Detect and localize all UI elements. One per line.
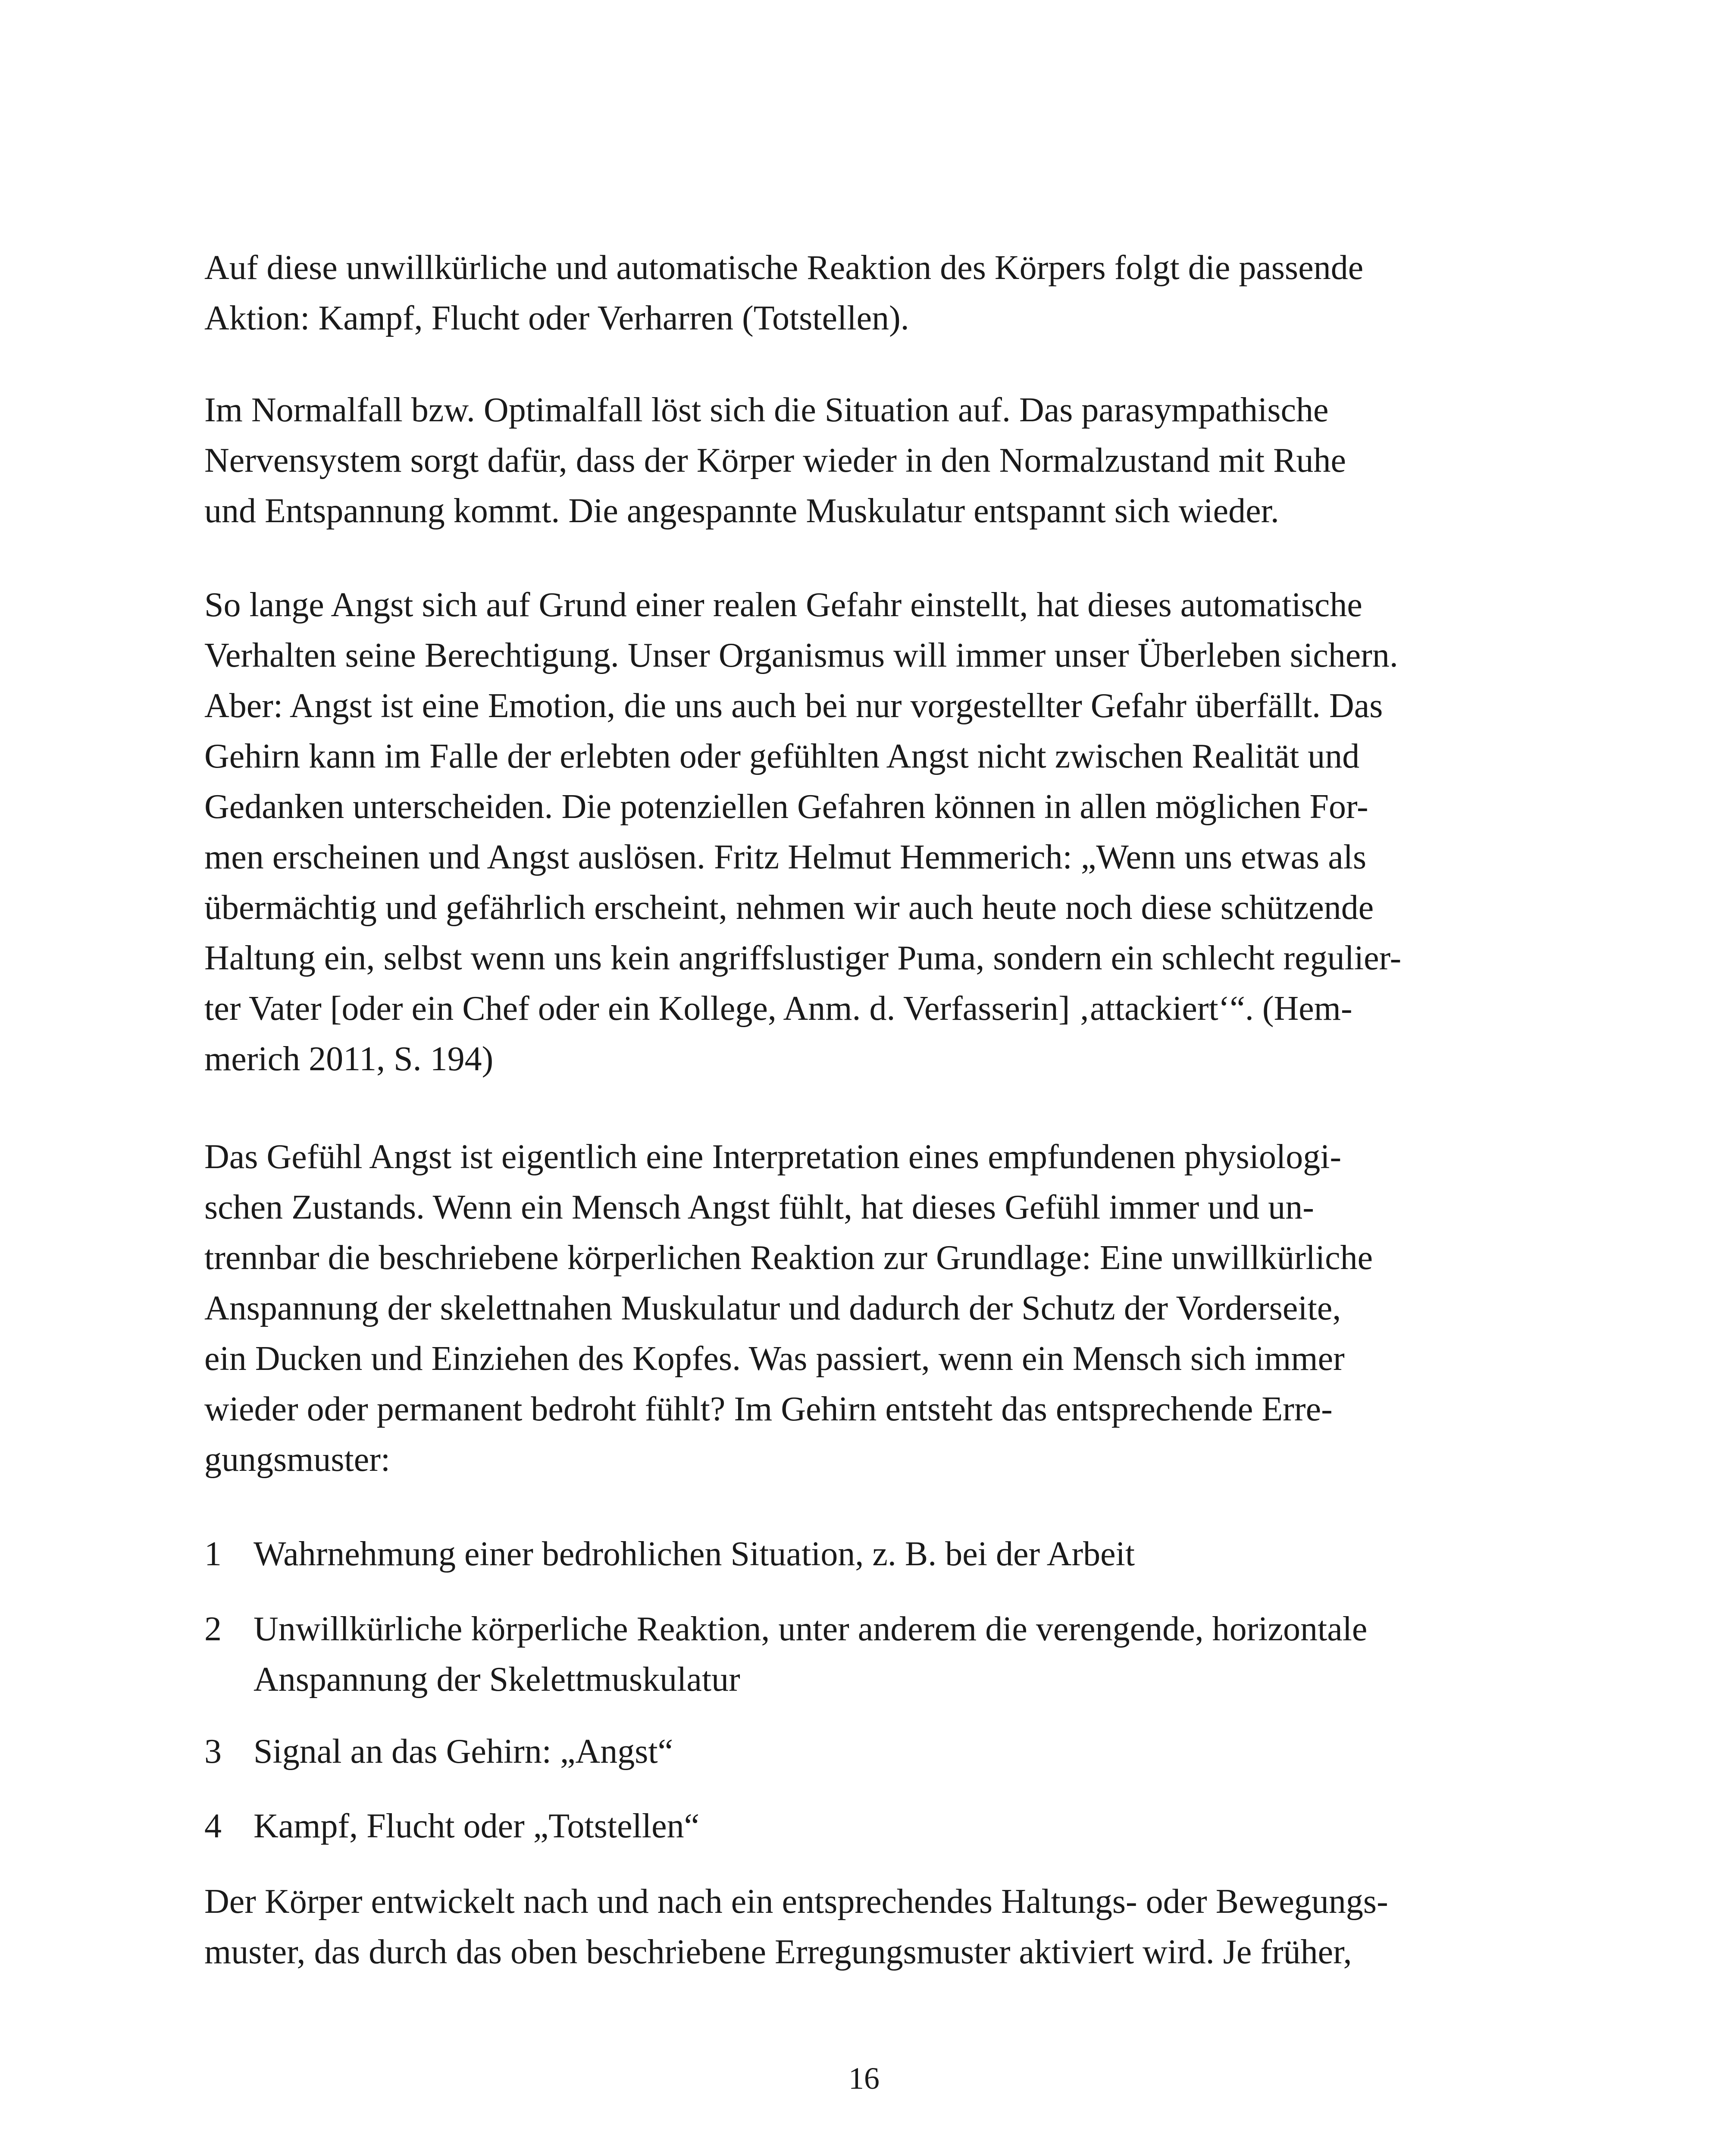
text-line: Wahrnehmung einer bedrohlichen Situation, z. B. bei der Arbeit bbox=[254, 1535, 1135, 1573]
text-line: ein Ducken und Einziehen des Kopfes. Was passiert, wenn ein Mensch sich immer bbox=[204, 1340, 1345, 1378]
paragraph-body-pattern bbox=[204, 1877, 1537, 1977]
text-line: muster, das durch das oben beschriebene Erregungsmuster aktiviert wird. Je früher, bbox=[204, 1933, 1352, 1971]
text-line: Aktion: Kampf, Flucht oder Verharren (Totstellen). bbox=[204, 299, 909, 337]
text-line: Anspannung der Skelettmuskulatur bbox=[254, 1661, 740, 1698]
text-line: Unwillkürliche körperliche Reaktion, unter anderem die verengende, horizontale bbox=[254, 1610, 1368, 1648]
text-line: merich 2011, S. 194) bbox=[204, 1040, 494, 1078]
text-line: Aber: Angst ist eine Emotion, die uns auch bei nur vorgestellter Gefahr überfällt. Das bbox=[204, 687, 1383, 725]
text-line: Gedanken unterscheiden. Die potenziellen Gefahren können in allen möglichen For- bbox=[204, 788, 1368, 826]
text-line: und Entspannung kommt. Die angespannte Muskulatur entspannt sich wieder. bbox=[204, 492, 1279, 530]
text-line: Gehirn kann im Falle der erlebten oder gefühlten Angst nicht zwischen Realität und bbox=[204, 737, 1360, 775]
paragraph-normal-case bbox=[204, 385, 1537, 536]
text-line: Auf diese unwillkürliche und automatische Reaktion des Körpers folgt die passende bbox=[204, 249, 1364, 287]
list-text bbox=[254, 1727, 1537, 1777]
page-number: 16 bbox=[848, 2061, 880, 2096]
text-line: gungsmuster: bbox=[204, 1441, 391, 1479]
list-number: 2 bbox=[204, 1610, 222, 1648]
text-line: Das Gefühl Angst ist eigentlich eine Interpretation eines empfundenen physiologi- bbox=[204, 1138, 1342, 1176]
text-line: men erscheinen und Angst auslösen. Fritz Helmut Hemmerich: „Wenn uns etwas als bbox=[204, 838, 1367, 876]
paragraph-real-danger bbox=[204, 580, 1537, 1084]
paragraph-feeling-fear bbox=[204, 1132, 1537, 1485]
text-line: Anspannung der skelettnahen Muskulatur und dadurch der Schutz der Vorderseite, bbox=[204, 1289, 1341, 1327]
text-line: Der Körper entwickelt nach und nach ein entsprechendes Haltungs- oder Bewegungs- bbox=[204, 1883, 1388, 1921]
text-line: trennbar die beschriebene körperlichen Reaktion zur Grundlage: Eine unwillkürliche bbox=[204, 1239, 1373, 1277]
text-line: So lange Angst sich auf Grund einer realen Gefahr einstellt, hat dieses automatische bbox=[204, 586, 1362, 624]
text-line: Haltung ein, selbst wenn uns kein angriffslustiger Puma, sondern ein schlecht regulier- bbox=[204, 939, 1402, 977]
text-line: ter Vater [oder ein Chef oder ein Kollege, Anm. d. Verfasserin] ‚attackiert‘“. (Hem- bbox=[204, 990, 1352, 1028]
text-line: Kampf, Flucht oder „Totstellen“ bbox=[254, 1807, 700, 1845]
text-line: wieder oder permanent bedroht fühlt? Im Gehirn entsteht das entsprechende Erre- bbox=[204, 1390, 1333, 1428]
text-line: übermächtig und gefährlich erscheint, nehmen wir auch heute noch diese schützende bbox=[204, 889, 1374, 927]
text-line: Nervensystem sorgt dafür, dass der Körper wieder in den Normalzustand mit Ruhe bbox=[204, 442, 1346, 479]
list-text bbox=[254, 1529, 1537, 1579]
text-line: Signal an das Gehirn: „Angst“ bbox=[254, 1733, 673, 1771]
text-line: schen Zustands. Wenn ein Mensch Angst fühlt, hat dieses Gefühl immer und un- bbox=[204, 1188, 1314, 1226]
list-text bbox=[254, 1604, 1537, 1705]
paragraph-reaction-action bbox=[204, 243, 1537, 344]
text-line: Verhalten seine Berechtigung. Unser Organismus will immer unser Überleben sichern. bbox=[204, 636, 1398, 674]
list-text bbox=[254, 1801, 1537, 1852]
list-number: 1 bbox=[204, 1535, 222, 1573]
list-number: 4 bbox=[204, 1807, 222, 1845]
text-line: Im Normalfall bzw. Optimalfall löst sich die Situation auf. Das parasympathische bbox=[204, 391, 1329, 429]
list-number: 3 bbox=[204, 1733, 222, 1771]
